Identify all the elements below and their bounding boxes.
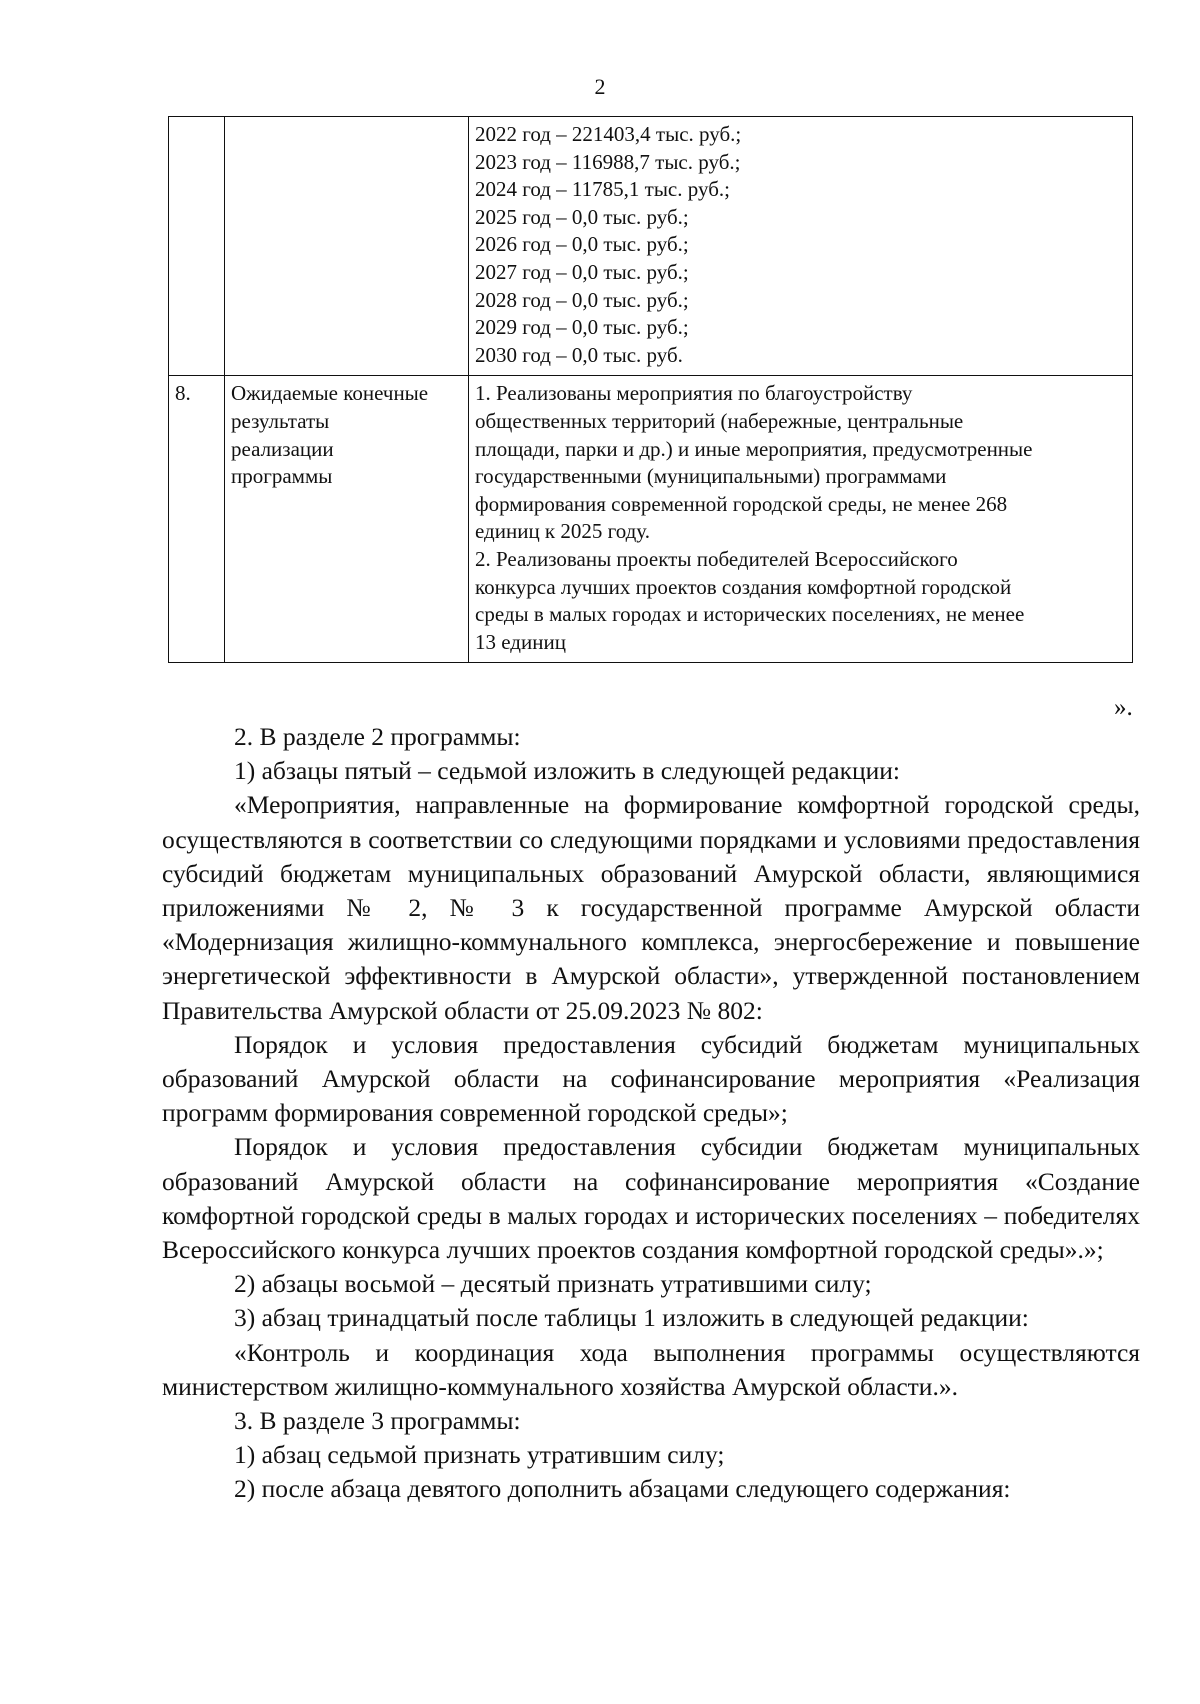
label-line: Ожидаемые конечные [231,381,429,406]
paragraph: 1) абзац седьмой признать утратившим силу; [234,1440,725,1470]
funding-line: 2026 год – 0,0 тыс. руб.; [475,232,689,257]
funding-line: 2023 год – 116988,7 тыс. руб.; [475,149,741,174]
result-line: 1. Реализованы мероприятия по благоустройству [475,381,913,406]
program-passport-table [168,116,1133,663]
paragraph: Порядок и условия предоставления субсидий бюджетам муниципальных образований Амурской области на софинансирование мероприятия «Реализация программ формирования современной городской среды»; [162,1029,1140,1128]
paragraph: 2) после абзаца девятого дополнить абзацами следующего содержания: [234,1474,1011,1504]
funding-line: 2022 год – 221403,4 тыс. руб.; [475,122,742,146]
page-number: 2 [594,74,606,99]
funding-by-year-cell [469,117,1133,376]
result-line: государственными (муниципальными) программами [475,464,947,489]
funding-line: 2030 год – 0,0 тыс. руб. [475,342,683,367]
funding-line: 2027 год – 0,0 тыс. руб.; [475,259,689,284]
label-line: программы [231,464,333,489]
result-line: конкурса лучших проектов создания комфортной городской [475,574,1012,599]
paragraph: 2. В разделе 2 программы: [234,722,521,751]
paragraph: 2) абзацы восьмой – десятый признать утратившими силу; [234,1269,872,1299]
paragraph: 1) абзацы пятый – седьмой изложить в следующей редакции: [234,756,900,786]
row-label-cell [225,376,469,663]
paragraph: Порядок и условия предоставления субсидии бюджетам муниципальных образований Амурской области на софинансирование мероприятия «Создание комфортной городской среды в малых городах и исторических поселениях – победителях Всероссийского конкурса лучших проектов создания комфортной городской среды».»; [162,1132,1140,1265]
funding-line: 2024 год – 11785,1 тыс. руб.; [475,177,730,202]
expected-results-cell [469,376,1133,663]
funding-line: 2025 год – 0,0 тыс. руб.; [475,204,689,229]
row-number-cell [169,117,225,376]
result-line: формирования современной городской среды, не менее 268 [475,491,1008,516]
paragraph: 3) абзац тринадцатый после таблицы 1 изложить в следующей редакции: [234,1303,1029,1333]
row-label-cell [225,117,469,376]
label-line: результаты [231,408,330,433]
paragraph: «Мероприятия, направленные на формирование комфортной городской среды, осуществляются в соответствии со следующими порядками и условиями предоставления субсидий бюджетам муниципальных образований Амурской области, являющимися приложениями № 2, № 3 к государственной программе Амурской области «Модернизация жилищно-коммунального комплекса, энергосбережение и повышение энергетической эффективности в Амурской области», утвержденной постановлением Правительства Амурской области от 25.09.2023 № 802: [162,790,1140,1025]
result-line: 13 единиц [475,629,566,654]
label-line: реализации [231,436,334,461]
table-row [169,376,1133,663]
result-line: единиц к 2025 году. [475,519,650,544]
document-body [162,720,1140,1507]
result-line: общественных территорий (набережные, центральные [475,408,964,433]
result-line: 2. Реализованы проекты победителей Всероссийского [475,546,958,571]
table-row [169,117,1133,376]
paragraph: 3. В разделе 3 программы: [234,1406,521,1436]
closing-quote: ». [1114,694,1133,721]
paragraph: «Контроль и координация хода выполнения программы осуществляются министерством жилищно-коммунального хозяйства Амурской области.». [162,1337,1140,1401]
funding-line: 2028 год – 0,0 тыс. руб.; [475,287,689,312]
funding-line: 2029 год – 0,0 тыс. руб.; [475,315,689,340]
result-line: площади, парки и др.) и иные мероприятия, предусмотренные [475,436,1033,461]
result-line: среды в малых городах и исторических поселениях, не менее [475,602,1025,627]
row-number-cell: 8. [169,376,225,663]
